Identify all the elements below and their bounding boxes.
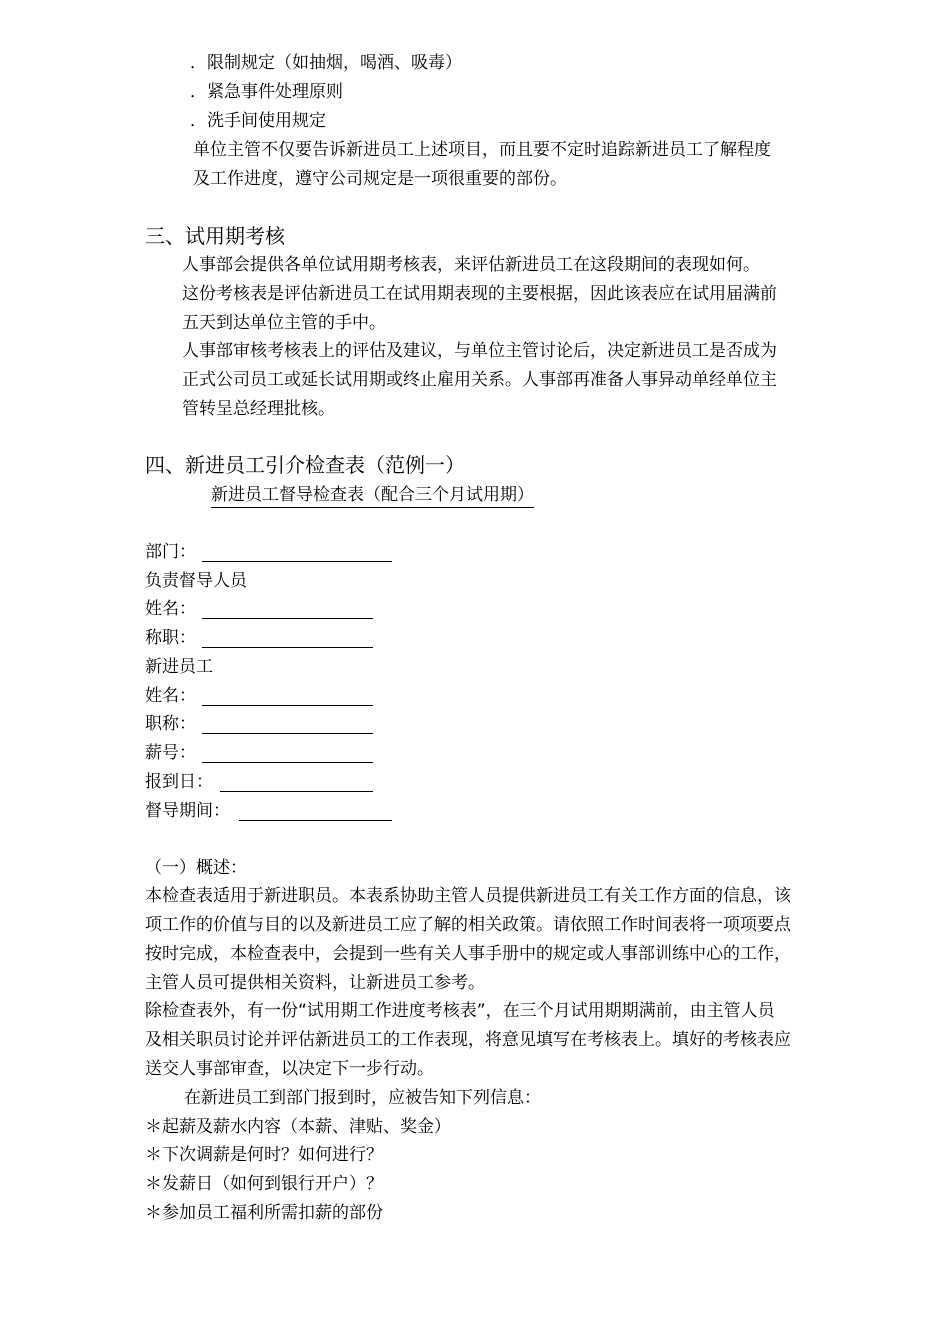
newhire-title-label: 职称： <box>145 714 196 734</box>
newhire-header: 新进员工 <box>145 657 213 677</box>
supervisor-title-label: 称职： <box>145 628 196 648</box>
supervisor-header: 负责督导人员 <box>145 571 247 591</box>
report-date-field[interactable] <box>220 791 373 792</box>
rule-bullet: ．紧急事件处理原则 <box>190 82 343 102</box>
paragraph-line: 除检查表外，有一份“试用期工作进度考核表”，在三个月试用期期满前，由主管人员 <box>145 1001 775 1021</box>
supervision-period-label: 督导期间： <box>145 801 230 821</box>
paragraph-line: 人事部会提供各单位试用期考核表，来评估新进员工在这段期间的表现如何。 <box>182 255 760 275</box>
paragraph-line: 正式公司员工或延长试用期或终止雇用关系。人事部再准备人事异动单经单位主 <box>182 370 777 390</box>
rule-bullet: ．洗手间使用规定 <box>190 111 326 131</box>
newhire-salary-label: 薪号： <box>145 743 196 763</box>
paragraph-line: 本检查表适用于新进职员。本表系协助主管人员提供新进员工有关工作方面的信息，该 <box>145 886 791 906</box>
newhire-name-label: 姓名： <box>145 686 196 706</box>
supervision-period-field[interactable] <box>239 820 392 821</box>
newhire-salary-field[interactable] <box>202 762 373 763</box>
form-subtitle: 新进员工督导检查表（配合三个月试用期） <box>211 484 534 508</box>
paragraph-line: 项工作的价值与目的以及新进员工应了解的相关政策。请依照工作时间表将一项项要点 <box>145 915 791 935</box>
paragraph-line: 送交人事部审查，以决定下一步行动。 <box>145 1059 434 1079</box>
list-item: ＊发薪日（如何到银行开户）？ <box>145 1174 383 1194</box>
paragraph-line: 人事部审核考核表上的评估及建议，与单位主管讨论后，决定新进员工是否成为 <box>182 341 777 361</box>
rule-bullet: ．限制规定（如抽烟，喝酒、吸毒） <box>190 53 462 73</box>
dept-field[interactable] <box>202 561 392 562</box>
list-item: ＊下次调薪是何时？如何进行？ <box>145 1145 383 1165</box>
paragraph-line: 主管人员可提供相关资料，让新进员工参考。 <box>145 973 485 993</box>
section-heading: 四、新进员工引介检查表（范例一） <box>145 453 465 477</box>
list-item: ＊起薪及薪水内容（本薪、津贴、奖金） <box>145 1117 451 1137</box>
paragraph-line: 管转呈总经理批核。 <box>182 399 335 419</box>
dept-label: 部门： <box>145 542 196 562</box>
newhire-title-field[interactable] <box>202 733 373 734</box>
section-heading: 三、试用期考核 <box>145 224 285 248</box>
supervisor-title-field[interactable] <box>202 647 373 648</box>
list-item: ＊参加员工福利所需扣薪的部份 <box>145 1203 383 1223</box>
supervisor-name-field[interactable] <box>202 618 373 619</box>
paragraph-line: 及工作进度，遵守公司规定是一项很重要的部份。 <box>193 169 567 189</box>
paragraph-line: 五天到达单位主管的手中。 <box>182 313 386 333</box>
report-date-label: 报到日： <box>145 772 213 792</box>
paragraph-line: 这份考核表是评估新进员工在试用期表现的主要根据，因此该表应在试用届满前 <box>182 284 777 304</box>
supervisor-name-label: 姓名： <box>145 599 196 619</box>
paragraph-line: 在新进员工到部门报到时，应被告知下列信息： <box>184 1088 541 1108</box>
newhire-name-field[interactable] <box>202 705 373 706</box>
paragraph-line: 单位主管不仅要告诉新进员工上述项目，而且要不定时追踪新进员工了解程度 <box>193 140 771 160</box>
overview-heading: （一）概述： <box>145 858 247 878</box>
paragraph-line: 及相关职员讨论并评估新进员工的工作表现，将意见填写在考核表上。填好的考核表应 <box>145 1030 791 1050</box>
paragraph-line: 按时完成，本检查表中，会提到一些有关人事手册中的规定或人事部训练中心的工作， <box>145 944 791 964</box>
